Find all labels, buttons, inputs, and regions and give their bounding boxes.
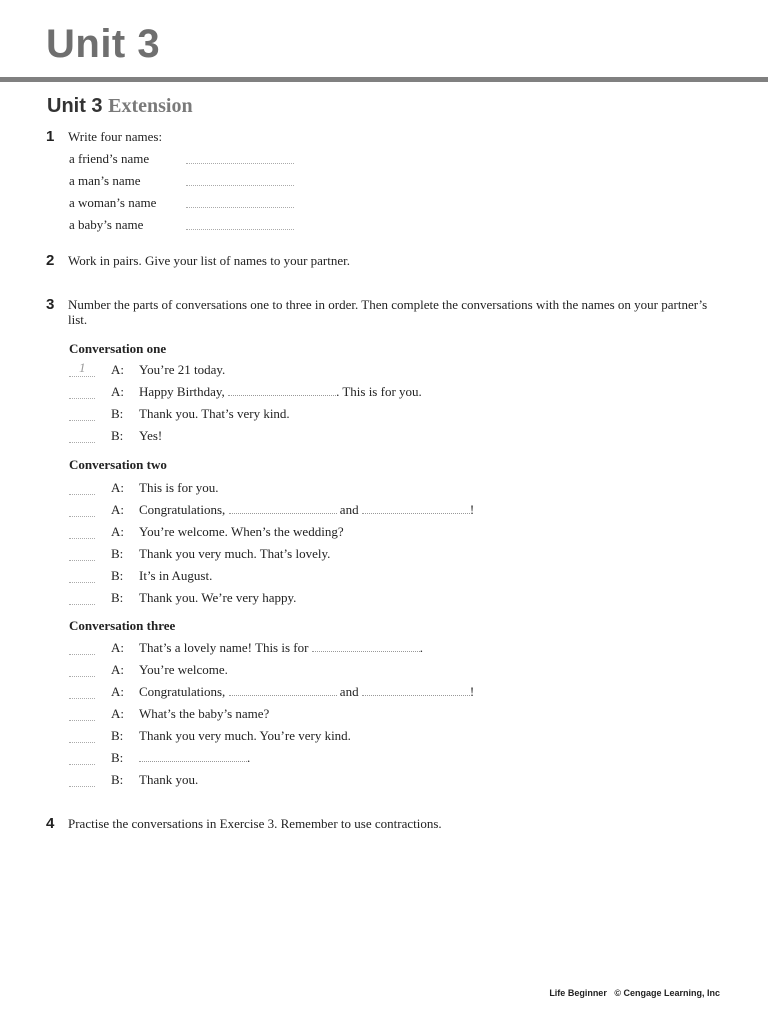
speaker-label: B: bbox=[111, 750, 124, 765]
dialogue-name-blank[interactable] bbox=[362, 503, 470, 514]
speaker-label: B: bbox=[111, 568, 124, 583]
section-heading-unit: Unit 3 bbox=[47, 95, 103, 117]
dialogue-line: Yes! bbox=[139, 428, 163, 443]
order-blank[interactable] bbox=[69, 537, 95, 539]
dialogue-name-blank[interactable] bbox=[228, 385, 336, 396]
dialogue-text: . bbox=[247, 750, 251, 765]
speaker-label: A: bbox=[111, 706, 124, 721]
order-blank[interactable] bbox=[69, 741, 95, 743]
order-example-value: 1 bbox=[79, 360, 86, 375]
dialogue-line bbox=[139, 384, 422, 400]
speaker-label: A: bbox=[111, 684, 124, 699]
exercise-4-number: 4 bbox=[46, 815, 55, 832]
dialogue-line: You’re 21 today. bbox=[139, 362, 226, 377]
dialogue-line: It’s in August. bbox=[139, 568, 213, 583]
order-blank[interactable] bbox=[69, 397, 95, 399]
section-heading-label: Extension bbox=[108, 95, 193, 117]
name-blank-friend[interactable] bbox=[186, 162, 294, 164]
exercise-1-instruction: Write four names: bbox=[68, 129, 163, 144]
dialogue-line: This is for you. bbox=[139, 480, 219, 495]
speaker-label: B: bbox=[111, 590, 124, 605]
dialogue-text: Happy Birthday, bbox=[139, 384, 229, 399]
conversation-three-title: Conversation three bbox=[69, 618, 176, 633]
order-blank[interactable] bbox=[69, 603, 95, 605]
name-item-label: a baby’s name bbox=[69, 217, 144, 232]
dialogue-text: . This is for you. bbox=[336, 384, 422, 399]
dialogue-text: Congratulations, bbox=[139, 684, 229, 699]
dialogue-line: Thank you very much. You’re very kind. bbox=[139, 728, 351, 743]
dialogue-line: Thank you. bbox=[139, 772, 199, 787]
dialogue-text: ! bbox=[469, 502, 475, 517]
order-blank[interactable] bbox=[69, 441, 95, 443]
header-divider bbox=[0, 77, 768, 82]
dialogue-name-blank[interactable] bbox=[229, 685, 337, 696]
order-blank[interactable] bbox=[69, 785, 95, 787]
order-blank[interactable] bbox=[69, 653, 95, 655]
speaker-label: B: bbox=[111, 406, 124, 421]
speaker-label: A: bbox=[111, 362, 124, 377]
name-item-label: a friend’s name bbox=[69, 151, 150, 166]
order-blank[interactable] bbox=[69, 697, 95, 699]
footer-copyright: © Cengage Learning, Inc bbox=[614, 988, 720, 998]
dialogue-line: Thank you. We’re very happy. bbox=[139, 590, 297, 605]
dialogue-line: Thank you. That’s very kind. bbox=[139, 406, 290, 421]
dialogue-text: and bbox=[336, 684, 362, 699]
order-blank[interactable] bbox=[69, 515, 95, 517]
dialogue-line bbox=[139, 640, 423, 656]
order-blank[interactable] bbox=[69, 581, 95, 583]
dialogue-text: . bbox=[419, 640, 423, 655]
speaker-label: A: bbox=[111, 480, 124, 495]
dialogue-line: Thank you very much. That’s lovely. bbox=[139, 546, 331, 561]
speaker-label: A: bbox=[111, 662, 124, 677]
exercise-2-number: 2 bbox=[46, 252, 55, 269]
speaker-label: B: bbox=[111, 772, 124, 787]
page-footer bbox=[549, 988, 720, 998]
order-blank[interactable] bbox=[69, 493, 95, 495]
speaker-label: A: bbox=[111, 640, 124, 655]
conversation-one-title: Conversation one bbox=[69, 341, 167, 356]
dialogue-line bbox=[139, 684, 474, 700]
section-heading bbox=[47, 95, 193, 118]
dialogue-name-blank[interactable] bbox=[312, 641, 420, 652]
dialogue-name-blank[interactable] bbox=[139, 751, 247, 762]
dialogue-name-blank[interactable] bbox=[362, 685, 470, 696]
speaker-label: B: bbox=[111, 546, 124, 561]
dialogue-name-blank[interactable] bbox=[229, 503, 337, 514]
conversation-two-title: Conversation two bbox=[69, 457, 167, 472]
order-blank[interactable] bbox=[69, 719, 95, 721]
dialogue-line bbox=[139, 502, 474, 518]
dialogue-text: ! bbox=[469, 684, 475, 699]
order-blank[interactable] bbox=[69, 763, 95, 765]
dialogue-line bbox=[139, 750, 250, 766]
footer-book-title: Life Beginner bbox=[549, 988, 607, 998]
order-blank[interactable] bbox=[69, 675, 95, 677]
order-blank[interactable] bbox=[69, 559, 95, 561]
dialogue-text: Congratulations, bbox=[139, 502, 229, 517]
name-blank-woman[interactable] bbox=[186, 206, 294, 208]
page-title: Unit 3 bbox=[46, 22, 161, 66]
speaker-label: A: bbox=[111, 384, 124, 399]
dialogue-line: What’s the baby’s name? bbox=[139, 706, 270, 721]
name-item-label: a man’s name bbox=[69, 173, 141, 188]
order-blank[interactable] bbox=[69, 419, 95, 421]
dialogue-line: You’re welcome. bbox=[139, 662, 228, 677]
name-blank-man[interactable] bbox=[186, 184, 294, 186]
speaker-label: B: bbox=[111, 728, 124, 743]
dialogue-line: You’re welcome. When’s the wedding? bbox=[139, 524, 344, 539]
exercise-2-instruction: Work in pairs. Give your list of names to your partner. bbox=[68, 253, 351, 268]
exercise-3-instruction: Number the parts of conversations one to three in order. Then complete the conversations with the names on your partner’s list. bbox=[68, 297, 708, 327]
exercise-4-instruction: Practise the conversations in Exercise 3. Remember to use contractions. bbox=[68, 816, 442, 831]
dialogue-text: That’s a lovely name! This is for bbox=[139, 640, 312, 655]
speaker-label: A: bbox=[111, 502, 124, 517]
name-blank-baby[interactable] bbox=[186, 228, 294, 230]
dialogue-text: and bbox=[336, 502, 362, 517]
exercise-1-number: 1 bbox=[46, 128, 55, 145]
exercise-3-number: 3 bbox=[46, 296, 55, 313]
speaker-label: A: bbox=[111, 524, 124, 539]
name-item-label: a woman’s name bbox=[69, 195, 157, 210]
speaker-label: B: bbox=[111, 428, 124, 443]
